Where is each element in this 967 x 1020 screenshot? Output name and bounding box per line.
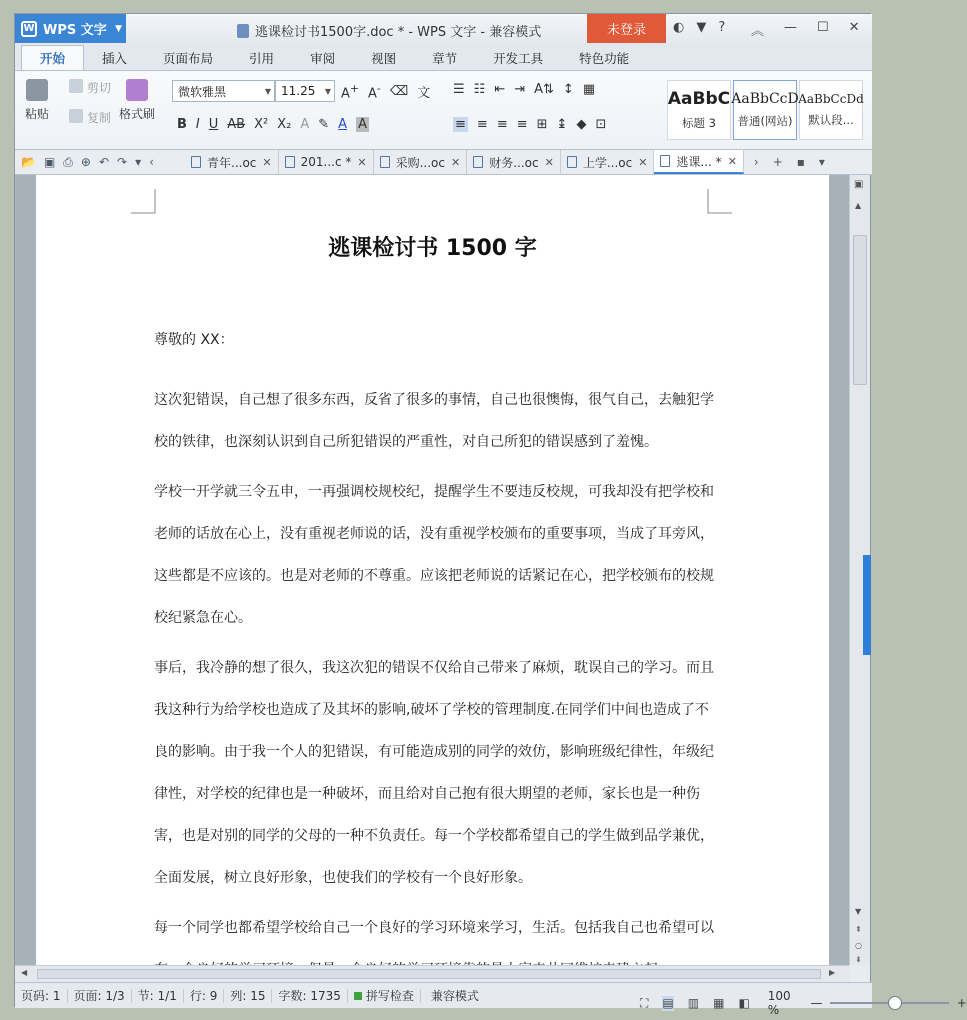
justify-icon[interactable]: ≡ [516,117,528,132]
document-tab-bar [15,150,872,175]
paste-button[interactable] [25,79,49,122]
paragraph: 学校一开学就三令五申，一再强调校规校纪，提醒学生不要违反校规，可我却没有把学校和老师的话放在心上，没有重视老师说的话，没有重视学校颁布的重要事项，当成了耳旁风，这些都是不应该的。也是对老师的不尊重。应该把老师说的话紧记在心，把学校颁布的校规校纪紧急在心。 [154,484,714,626]
paragraph-row [453,117,606,132]
spell-check-label: 拼写检查 [365,988,414,1003]
style-sample: AaBbCcDd [798,92,864,106]
paragraph: 事后，我冷静的想了很久，我这次犯的错误不仅给自己带来了麻烦，耽误自己的学习。而且我这种行为给学校也造成了及其坏的影响,破坏了学校的管理制度.在同学们中间也造成了不良的影响。由于我一个人的犯错误，有可能造成别的同学的效仿，影响班级纪律性，年级纪律性，对学校的纪律也是一种破坏，而且给对自己抱有很大期望的老师，家长也是一种伤害，也是对别的同学的父母的一种不负责任。每一个学校都希望自己的学生做到品学兼优，全面发展，树立良好形象，也使我们的学校有一个良好形象。 [154,660,714,886]
distribute-icon[interactable]: ⊞ [536,117,548,132]
scroll-thumb-horizontal[interactable] [37,969,821,979]
style-normal-web[interactable] [733,80,797,140]
ribbon [15,70,872,150]
document-icon [237,24,249,38]
doc-tab[interactable] [185,150,279,174]
collapse-ribbon-icon[interactable]: ︽ [751,24,765,39]
page-view-icon[interactable]: ▤ [662,995,674,1010]
crop-mark-left [131,189,155,213]
scroll-up-icon[interactable]: ▲ [855,201,862,210]
chevron-down-icon: ▼ [115,23,122,34]
chevron-down-icon: ▼ [264,86,271,96]
char-shading-icon[interactable]: A [358,117,367,132]
clipboard-icon [26,79,48,101]
font-size-value: 11.25 [281,84,316,98]
bullet-list-icon[interactable]: ☰ [453,82,465,97]
zoom-controls [640,989,967,1017]
decrease-indent-icon[interactable]: ⇤ [494,82,506,97]
zoom-value[interactable]: 100 % [767,989,791,1017]
restore-icon[interactable]: ▪ [796,155,805,169]
doc-tab-label: 201...c * [300,155,352,169]
select-browse-icon[interactable]: ○ [855,941,862,950]
doc-icon [473,156,483,168]
window-title-text: 逃课检讨书1500字.doc * - WPS 文字 - 兼容模式 [255,25,542,40]
doc-tab-label: 上学...oc [582,155,633,170]
print-icon[interactable]: ⎙ [63,154,73,169]
scroll-down-icon[interactable]: ▼ [855,907,862,916]
scroll-left-icon[interactable]: ◀ [21,968,28,977]
pin-icon[interactable]: ▾ [818,155,825,169]
close-icon[interactable]: ✕ [544,155,554,169]
style-sample: AaBbCcD [731,91,799,107]
phonetic-icon[interactable]: 文 [417,86,431,102]
document-page[interactable] [36,175,829,975]
clear-format-icon[interactable]: ⌫ [389,84,409,100]
document-title: 逃课检讨书 1500 字 [328,236,537,261]
zoom-slider-knob[interactable] [888,996,902,1010]
fullscreen-view-icon[interactable]: ⛶ [640,995,649,1010]
brush-icon [126,79,148,101]
crop-mark-right [708,189,732,213]
format-painter-label: 格式刷 [119,107,156,121]
zoom-slider[interactable] [830,1002,948,1004]
save-icon[interactable]: ▣ [43,154,56,169]
status-page-number: 页码: 1 [15,989,68,1003]
window-title [237,21,541,40]
text-direction-icon[interactable]: A⇅ [534,82,554,97]
doc-icon [660,155,670,167]
print-preview-icon[interactable]: ⊕ [80,154,91,169]
doc-tab[interactable] [374,150,468,174]
web-view-icon[interactable]: ▦ [713,995,725,1010]
app-menu-button[interactable] [15,14,126,43]
doc-tab-label: 青年...oc [207,155,257,170]
font-grow-icon[interactable]: A+ [341,82,359,102]
title-bar [15,14,872,45]
font-grow-shrink [341,82,430,101]
redo-icon[interactable]: ↷ [117,154,128,169]
window-controls [751,20,860,39]
doc-icon [191,156,201,168]
minimize-icon[interactable]: — [784,20,798,35]
outline-view-icon[interactable]: ▥ [687,995,700,1010]
tab-home[interactable]: 开始 [21,45,84,70]
align-center-icon[interactable]: ≡ [476,117,488,132]
app-name: WPS 文字 [43,23,107,38]
font-format-row [177,117,369,132]
font-color-icon[interactable]: A [338,117,348,132]
close-icon[interactable]: ✕ [638,155,648,169]
document-body [154,329,714,999]
style-sample: AaBbC [667,89,731,109]
tab-page-layout[interactable]: 页面布局 [163,50,214,66]
wps-window [14,13,967,1017]
doc-tab-label: 逃课... * [676,154,722,169]
font-size-select[interactable] [275,80,335,102]
copy-label: 复制 [87,111,112,125]
new-tab-icon[interactable]: + [772,155,783,169]
status-mode: 兼容模式 [430,988,479,1003]
tab-developer[interactable]: 开发工具 [493,50,544,66]
more-icon[interactable]: ▾ [135,154,142,169]
sort-icon[interactable]: ↕ [562,82,574,97]
tab-view[interactable]: 视图 [371,50,397,66]
status-col: 列: 15 [224,989,272,1003]
status-bar [15,982,967,1017]
help-icon[interactable]: ? [718,20,726,35]
font-name-value: 微软雅黑 [178,84,227,99]
login-button[interactable]: 未登录 [587,14,666,43]
status-row: 行: 9 [184,989,225,1003]
undo-icon[interactable]: ↶ [98,154,110,169]
doc-tab-label: 财务...oc [489,155,539,170]
font-shrink-icon[interactable]: A- [367,82,381,102]
doc-tab[interactable] [279,150,374,174]
ruler-toggle-icon[interactable]: ▣ [854,179,864,190]
list-row [453,82,595,97]
copy-icon [69,109,83,123]
style-name: 标题 3 [682,116,716,130]
doc-icon [567,156,577,168]
doc-tab[interactable] [467,150,561,174]
format-painter-button[interactable] [119,79,155,122]
highlight-icon[interactable]: ✎ [318,117,330,132]
status-section: 节: 1/1 [132,989,184,1003]
numbered-list-icon[interactable]: ☷ [473,82,486,97]
maximize-icon[interactable]: ☐ [817,20,829,35]
spell-check-icon [354,992,362,1000]
close-icon[interactable]: ✕ [848,20,860,35]
superscript-icon[interactable]: X² [254,117,269,132]
doc-icon [380,156,390,168]
horizontal-scrollbar[interactable] [15,965,849,982]
tab-references[interactable]: 引用 [249,50,275,66]
strikethrough-icon[interactable]: AB [227,117,246,132]
text-effect-icon[interactable]: A [300,117,310,132]
font-name-select[interactable] [172,80,275,102]
style-name: 默认段... [808,113,854,127]
align-left-icon[interactable]: ≡ [455,117,466,132]
bold-icon[interactable]: B [177,117,187,132]
italic-icon[interactable]: I [195,117,200,132]
tab-insert[interactable]: 插入 [102,50,128,66]
title-tools [673,20,725,35]
zoom-in-icon[interactable]: + [956,996,967,1010]
doc-tab-label: 采购...oc [395,155,445,170]
underline-icon[interactable]: U [208,117,219,132]
reading-view-icon[interactable]: ◧ [738,995,750,1010]
shirt-icon[interactable]: ▼ [696,20,707,35]
style-default-paragraph[interactable] [799,80,863,140]
style-heading3[interactable] [667,80,731,140]
copy-button[interactable] [69,109,111,126]
chevron-right-icon[interactable]: › [753,155,759,169]
chevron-left-icon[interactable]: ‹ [149,154,154,169]
skin-icon[interactable]: ◐ [673,20,685,35]
increase-indent-icon[interactable]: ⇥ [514,82,526,97]
style-name: 普通(网站) [737,114,793,128]
line-spacing-icon[interactable]: ↨ [556,117,568,132]
tab-review[interactable]: 审阅 [310,50,336,66]
document-area [15,175,849,965]
side-panel-toggle[interactable] [863,555,871,655]
open-icon[interactable]: 📂 [21,154,36,169]
tab-tools [754,155,825,169]
cut-button[interactable] [69,79,111,96]
chevron-down-icon: ▼ [324,86,331,96]
table-icon[interactable]: ▦ [582,82,596,97]
doc-tab-active[interactable] [654,150,743,174]
prev-page-icon[interactable]: ⇞ [855,925,862,934]
status-pages: 页面: 1/3 [68,989,132,1003]
doc-icon [285,156,295,168]
close-icon[interactable]: ✕ [357,155,367,169]
scissors-icon [69,79,83,93]
wps-logo-icon: W [21,21,37,37]
border-icon[interactable]: ⊡ [595,117,607,132]
spell-check-button[interactable] [348,989,421,1003]
doc-tab[interactable] [561,150,655,174]
cut-label: 剪切 [87,81,112,95]
close-icon[interactable]: ✕ [262,155,272,169]
view-mode-buttons [640,996,750,1011]
scroll-right-icon[interactable]: ▶ [829,968,836,977]
scroll-thumb[interactable] [853,235,867,385]
tab-chapter[interactable]: 章节 [432,50,458,66]
paragraph: 这次犯错误，自己想了很多东西，反省了很多的事情，自己也很懊悔，很气自己，去触犯学校的铁律，也深刻认识到自己所犯错误的严重性，对自己所犯的错误感到了羞愧。 [154,392,714,450]
vertical-scrollbar[interactable] [849,175,870,965]
subscript-icon[interactable]: X₂ [277,117,292,132]
close-icon[interactable]: ✕ [450,155,461,169]
ribbon-tab-bar [15,45,872,70]
paragraph: 每一个同学也都希望学校给自己一个良好的学习环境来学习，生活。包括我自己也希望可以 [154,920,714,936]
tab-features[interactable]: 特色功能 [579,50,630,66]
paste-label: 粘贴 [25,107,50,121]
align-right-icon[interactable]: ≡ [496,117,508,132]
close-icon[interactable]: ✕ [727,154,737,168]
next-page-icon[interactable]: ⇟ [855,955,862,964]
status-word-count[interactable]: 字数: 1735 [272,989,347,1003]
quick-access-toolbar [15,155,185,170]
zoom-out-icon[interactable]: — [810,996,823,1010]
shading-icon[interactable]: ◆ [576,117,587,132]
salutation: 尊敬的 XX： [154,332,234,348]
